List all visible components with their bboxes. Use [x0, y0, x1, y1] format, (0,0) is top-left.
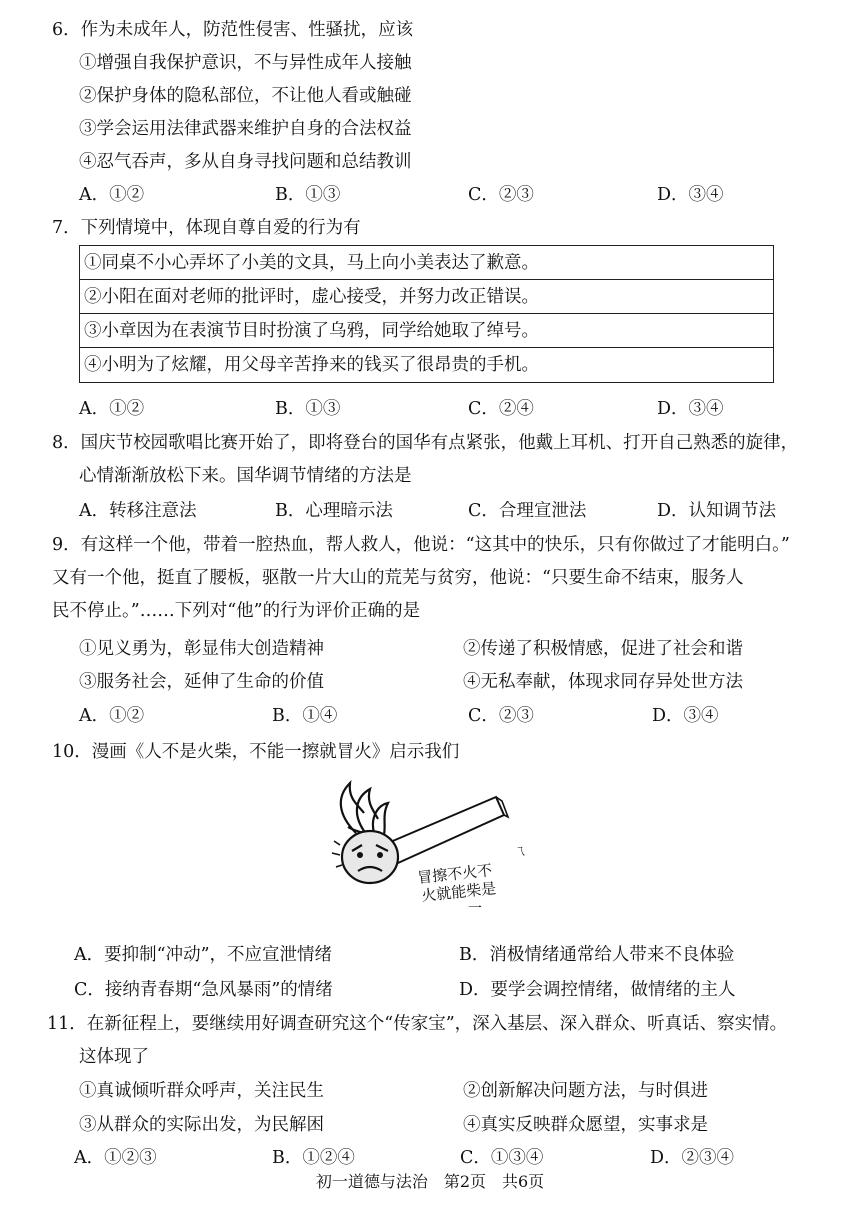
q7-option-c: C．②④ — [468, 399, 534, 419]
q8-option-a: A．转移注意法 — [79, 501, 197, 521]
q7-option-b: B．①③ — [275, 399, 341, 419]
q6-item-4: ④忍气吞声，多从自身寻找问题和总结教训 — [79, 152, 412, 172]
q9-stem-line-1: 9．有这样一个他，带着一腔热血，帮人救人，他说：“这其中的快乐，只有你做过了才能明白。” — [52, 535, 790, 555]
q10-stem: 10．漫画《人不是火柴，不能一擦就冒火》启示我们 — [52, 742, 460, 762]
q7-situation-4: ④小明为了炫耀，用父母辛苦挣来的钱买了很昂贵的手机。 — [84, 355, 539, 375]
page-footer: 初一道德与法治 第2页 共6页 — [315, 1172, 545, 1191]
q9-stem-line-2: 又有一个他，挺直了腰板，驱散一片大山的荒芜与贫穷，他说：“只要生命不结束，服务人 — [52, 568, 744, 588]
q9-option-d: D．③④ — [652, 706, 719, 726]
svg-text:一: 一 — [468, 901, 482, 915]
q11-item-2: ②创新解决问题方法，与时俱进 — [463, 1081, 708, 1101]
svg-text:冒擦不火不: 冒擦不火不 — [416, 861, 494, 887]
q9-option-b: B．①④ — [272, 706, 338, 726]
q9-item-1: ①见义勇为，彰显伟大创造精神 — [79, 639, 324, 659]
q7-situation-table — [79, 245, 774, 383]
q11-option-a: A．①②③ — [74, 1148, 157, 1168]
q7-situation-3: ③小章因为在表演节目时扮演了乌鸦，同学给她取了绰号。 — [80, 314, 773, 348]
q9-option-c: C．②③ — [468, 706, 534, 726]
q6-option-a: A．①② — [79, 185, 145, 205]
q11-stem-line-1: 11．在新征程上，要继续用好调查研究这个“传家宝”，深入基层、深入群众、听真话、察实情。 — [47, 1014, 788, 1034]
q10-option-b: B．消极情绪通常给人带来不良体验 — [459, 945, 735, 965]
q6-stem: 6．作为未成年人，防范性侵害、性骚扰，应该 — [52, 20, 414, 40]
q8-option-d: D．认知调节法 — [657, 501, 777, 521]
match-cartoon-illustration — [318, 775, 558, 915]
q7-option-d: D．③④ — [657, 399, 724, 419]
q7-stem: 7．下列情境中，体现自尊自爱的行为有 — [52, 218, 361, 238]
q6-option-c: C．②③ — [468, 185, 534, 205]
q7-situation-2: ②小阳在面对老师的批评时，虚心接受，并努力改正错误。 — [80, 280, 773, 314]
q11-item-4: ④真实反映群众愿望，实事求是 — [463, 1115, 708, 1135]
q6-item-3: ③学会运用法律武器来维护自身的合法权益 — [79, 119, 412, 139]
q11-stem-line-2: 这体现了 — [79, 1047, 149, 1067]
q11-option-b: B．①②④ — [272, 1148, 355, 1168]
svg-text:火就能柴是: 火就能柴是 — [420, 879, 498, 905]
q11-item-1: ①真诚倾听群众呼声，关注民生 — [79, 1081, 324, 1101]
q6-item-2: ②保护身体的隐私部位，不让他人看或触碰 — [79, 86, 412, 106]
q9-item-4: ④无私奉献，体现求同存异处世方法 — [463, 672, 743, 692]
q9-option-a: A．①② — [79, 706, 145, 726]
q8-option-c: C．合理宣泄法 — [468, 501, 587, 521]
q8-stem-line-2: 心情渐渐放松下来。国华调节情绪的方法是 — [79, 466, 412, 486]
q9-stem-line-3: 民不停止。”……下列对“他”的行为评价正确的是 — [52, 601, 421, 621]
q10-option-a: A．要抑制“冲动”，不应宣泄情绪 — [74, 945, 333, 965]
q9-item-2: ②传递了积极情感，促进了社会和谐 — [463, 639, 743, 659]
q8-stem-line-1: 8．国庆节校园歌唱比赛开始了，即将登台的国华有点紧张，他戴上耳机、打开自己熟悉的旋律， — [52, 433, 799, 453]
q8-option-b: B．心理暗示法 — [275, 501, 393, 521]
q10-option-d: D．要学会调控情绪，做情绪的主人 — [459, 980, 736, 1000]
svg-text:ㄟ: ㄟ — [514, 844, 528, 859]
q11-option-c: C．①③④ — [460, 1148, 544, 1168]
q11-option-d: D．②③④ — [650, 1148, 735, 1168]
q6-option-b: B．①③ — [275, 185, 341, 205]
q6-item-1: ①增强自我保护意识，不与异性成年人接触 — [79, 53, 412, 73]
q7-option-a: A．①② — [79, 399, 145, 419]
q10-option-c: C．接纳青春期“急风暴雨”的情绪 — [74, 980, 333, 1000]
q7-situation-1: ①同桌不小心弄坏了小美的文具，马上向小美表达了歉意。 — [80, 246, 773, 280]
q9-item-3: ③服务社会，延伸了生命的价值 — [79, 672, 324, 692]
q6-option-d: D．③④ — [657, 185, 724, 205]
q11-item-3: ③从群众的实际出发，为民解困 — [79, 1115, 324, 1135]
